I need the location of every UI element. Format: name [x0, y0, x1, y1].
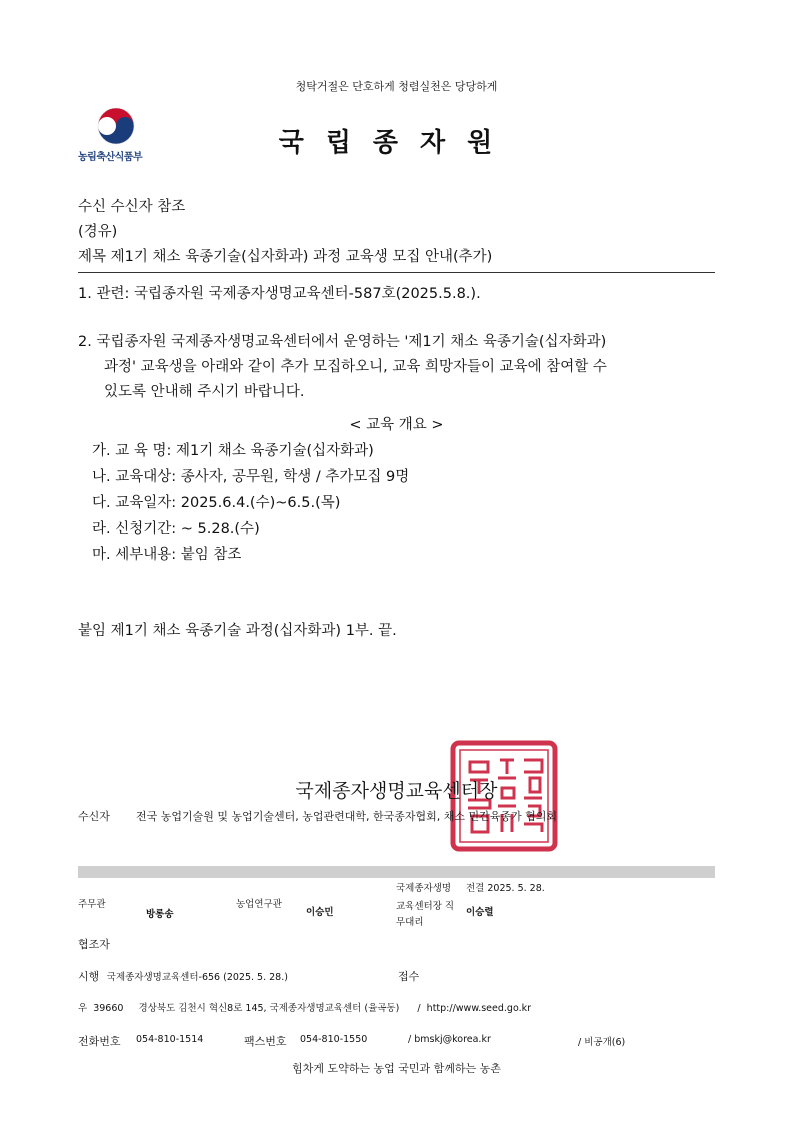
footer-slogan: 힘차게 도약하는 농업 국민과 함께하는 농촌	[292, 1062, 501, 1075]
org-title: 국립종자원	[278, 128, 515, 158]
address-line: 우 39660 경상북도 김천시 혁신8로 145, 국제종자생명교육센터 (율곡동) / http://www.seed.go.kr	[78, 1003, 532, 1014]
recipient-line: 수신 수신자 참조	[78, 199, 186, 215]
paragraph-main-line1: 2. 국립종자원 국제종자생명교육센터에서 운영하는 '제1기 채소 육종기술(십자화과)	[78, 334, 607, 350]
fax-number: 054-810-1550	[300, 1034, 368, 1045]
paragraph-main-line3: 있도록 안내해 주시기 바랍니다.	[104, 384, 305, 400]
approver-name: 이승렬	[466, 907, 494, 918]
ministry-name: 농림축산식품부	[78, 152, 143, 163]
list-item: 가. 교 육 명: 제1기 채소 육종기술(십자화과)	[92, 443, 374, 459]
recipients-label: 수신자	[78, 810, 110, 823]
subject-divider	[78, 272, 715, 273]
list-item: 나. 교육대상: 종사자, 공무원, 학생 / 추가모집 9명	[92, 469, 410, 485]
approval-date: 전결 2025. 5. 28.	[466, 883, 545, 894]
attachment-line: 붙임 제1기 채소 육종기술 과정(십자화과) 1부. 끝.	[78, 623, 397, 639]
approver-role: 주무관	[78, 899, 106, 910]
recipients-line	[78, 808, 557, 824]
list-item: 라. 신청기간: ~ 5.28.(수)	[92, 521, 260, 537]
email-address: / bmskj@korea.kr	[408, 1034, 491, 1045]
disclosure-status: / 비공개(6)	[578, 1037, 626, 1048]
header-slogan: 청탁거절은 단호하게 청렴실천은 당당하게	[295, 80, 498, 93]
enforcement-label: 시행	[78, 970, 100, 983]
recipients-list: 전국 농업기술원 및 농업기술센터, 농업관련대학, 한국종자협회, 채소 민간육종가 협의회	[136, 810, 557, 823]
overview-heading: < 교육 개요 >	[349, 417, 444, 433]
approver-name: 이승민	[306, 907, 334, 918]
issuer-title: 국제종자생명교육센터장	[295, 780, 498, 802]
enforcement-line	[78, 968, 288, 984]
paragraph-related: 1. 관련: 국립종자원 국제종자생명교육센터-587호(2025.5.8.).	[78, 286, 481, 302]
via-line: (경유)	[78, 224, 118, 240]
phone-label: 전화번호	[78, 1035, 121, 1048]
receipt-label: 접수	[398, 970, 420, 983]
approver-role: 국제종자생명	[396, 883, 452, 894]
subject-line: 제목 제1기 채소 육종기술(십자화과) 과정 교육생 모집 안내(추가)	[78, 249, 493, 265]
enforcement-number: 국제종자생명교육센터-656 (2025. 5. 28.)	[106, 972, 288, 983]
list-item: 다. 교육일자: 2025.6.4.(수)~6.5.(목)	[92, 495, 341, 511]
fax-label: 팩스번호	[244, 1035, 287, 1048]
approver-name: 방롱송	[146, 909, 174, 920]
approver-role: 농업연구관	[236, 899, 282, 910]
paragraph-main-line2: 과정' 교육생을 아래와 같이 추가 모집하오니, 교육 희망자들이 교육에 참여할 수	[104, 359, 607, 375]
list-item: 마. 세부내용: 붙임 참조	[92, 547, 242, 563]
cooperator-label: 협조자	[78, 938, 110, 951]
approver-role-cont: 무대리	[396, 917, 424, 928]
phone-number: 054-810-1514	[136, 1034, 204, 1045]
approver-role-cont: 교육센터장 직	[396, 901, 455, 912]
approval-bar	[78, 866, 715, 878]
